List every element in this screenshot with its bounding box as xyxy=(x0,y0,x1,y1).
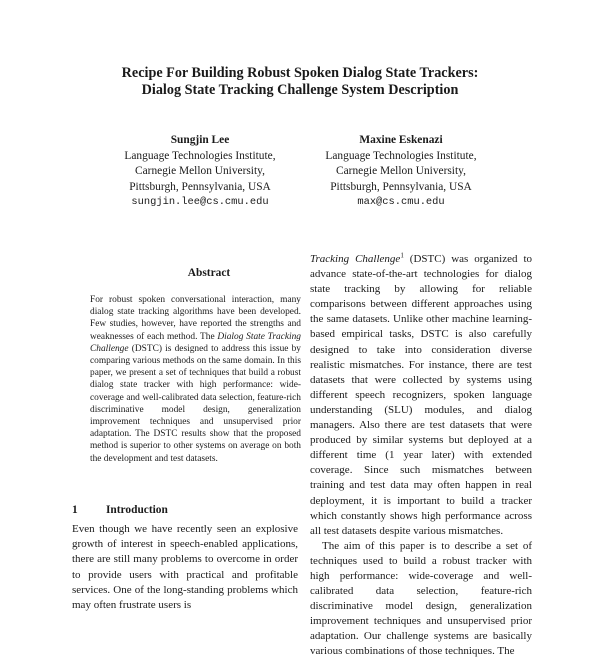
author-affiliation: Pittsburgh, Pennsylvania, USA xyxy=(129,180,271,193)
author-email: max@cs.cmu.edu xyxy=(357,196,445,208)
footnote-marker: 1 xyxy=(400,251,404,260)
right-column xyxy=(310,252,532,660)
author-email: sungjin.lee@cs.cmu.edu xyxy=(131,196,269,208)
paper-title-line-2: Dialog State Tracking Challenge System Description xyxy=(141,82,459,98)
introduction-paragraph: Even though we have recently seen an explosive growth of interest in speech-enabled applications, there are still many problems to overcome in order to provide users with practical and profitable services. One of the long-standing problems which may often frustrate users is xyxy=(72,523,298,612)
section-heading xyxy=(72,504,168,516)
section-title: Introduction xyxy=(106,504,168,516)
right-text: (DSTC) was organized to advance state-of-the-art technologies for dialog state tracking by allowing for reliable comparisons between different approaches using the same datasets. Unlike other machine learning-based empirical tasks, DSTC is also carefully designed to take into consideration diverse realistic mismatches. For instance, there are test datasets that were collected by systems using different speech recognizers, spoken language understanding (SLU) modules, and dialog managers. Also there are test datasets that were produced by similar systems but deployed at a different time (1 year later) with extended coverage. Since such mismatches between training and test data may often happen in real deployment, it is important to build a tracker which constantly shows high performance across all test datasets despite various mismatches. xyxy=(310,253,532,537)
abstract-body xyxy=(90,294,301,465)
right-paragraph-2: The aim of this paper is to describe a set of techniques used to build a robust tracker with high performance: wide-coverage and well-calibrated data selection, feature-rich discriminative model design, generalization improvement techniques and unsupervised prior adaptation. Our challenge systems are basically various combinations of those techniques. The xyxy=(310,539,532,658)
section-number: 1 xyxy=(72,504,78,516)
author-affiliation: Carnegie Mellon University, xyxy=(336,165,466,177)
right-paragraph-1 xyxy=(310,252,532,539)
abstract-heading: Abstract xyxy=(187,267,231,279)
author-name: Sungjin Lee xyxy=(170,134,230,146)
paper-title-line-1: Recipe For Building Robust Spoken Dialog State Trackers: xyxy=(121,65,479,81)
author-affiliation: Pittsburgh, Pennsylvania, USA xyxy=(330,180,472,193)
author-name: Maxine Eskenazi xyxy=(359,134,443,146)
author-affiliation: Language Technologies Institute, xyxy=(124,149,276,162)
abstract-italic-term: Dialog State Tracking Challenge xyxy=(90,331,301,354)
right-italic-term: Tracking Challenge xyxy=(310,253,401,265)
author-affiliation: Language Technologies Institute, xyxy=(325,149,477,162)
abstract-text: (DSTC) is designed to address this issue by comparing various methods on the same domain. In this paper, we present a set of techniques that build a robust dialog state tracker with high performance: wide-coverage and well-calibrated data selection, feature-rich discriminative model design, generalization improvement techniques and unsupervised prior adaptation. The DSTC results show that the proposed method is superior to other systems on average on both the development and test datasets. xyxy=(90,343,301,464)
author-block-2 xyxy=(286,133,516,211)
author-affiliation: Carnegie Mellon University, xyxy=(135,165,265,177)
author-block-1 xyxy=(85,133,315,211)
abstract-text: For robust spoken conversational interaction, many dialog state tracking algorithms have been developed. Few studies, however, have reported the strengths and weaknesses of each method. The xyxy=(90,295,301,342)
